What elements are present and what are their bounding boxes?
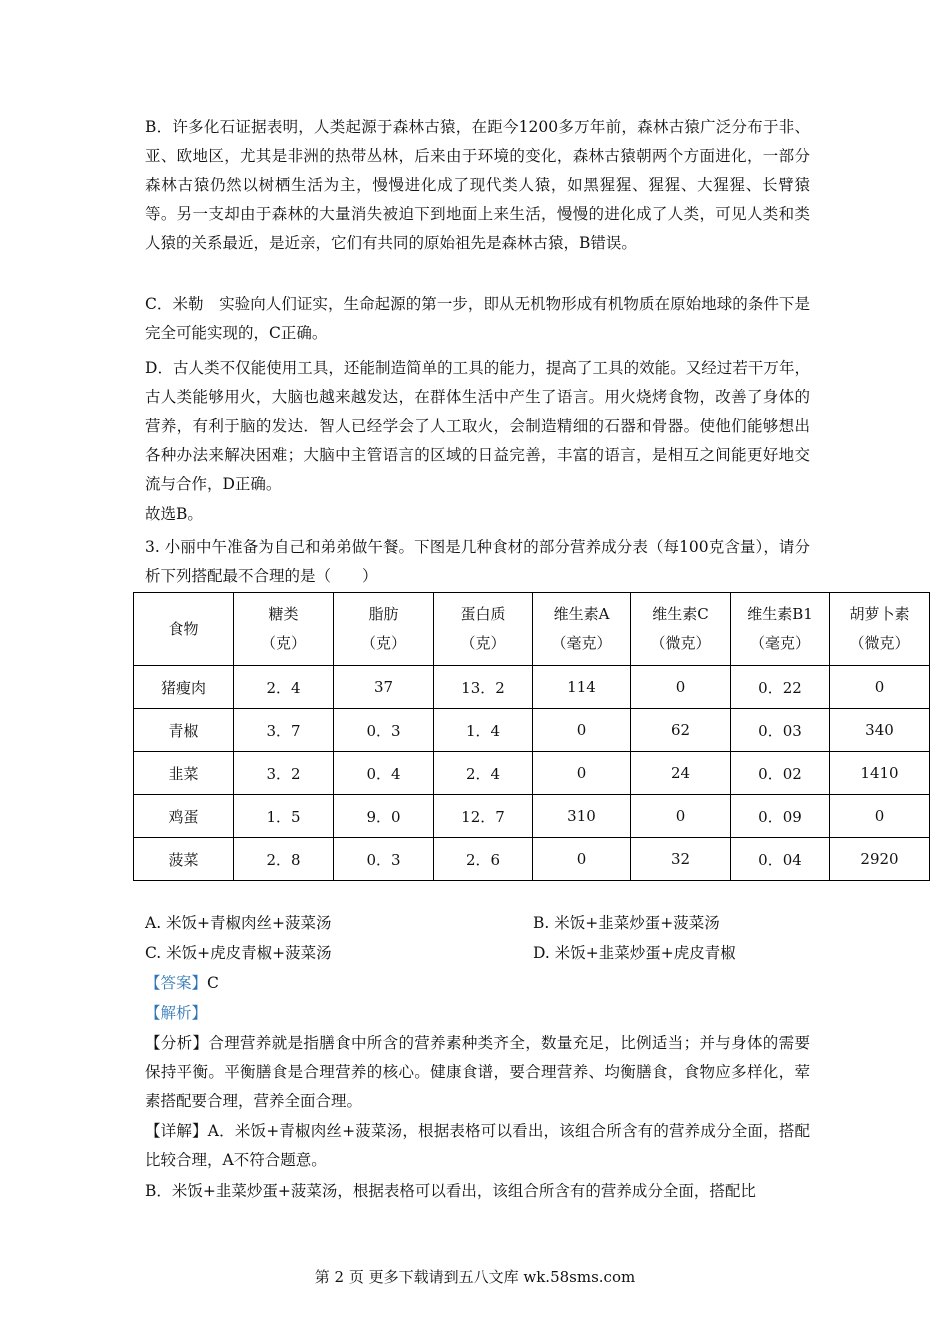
table-row	[134, 838, 930, 881]
table-cell: 0．4	[334, 752, 434, 795]
option-c: C. 米饭+虎皮青椒+菠菜汤	[145, 944, 332, 962]
header-carotene: 胡萝卜素 （微克）	[830, 593, 930, 666]
table-cell: 114	[533, 666, 631, 709]
table-cell: 62	[631, 709, 731, 752]
fenxi-text: 合理营养就是指膳食中所含的营养素种类齐全，数量充足，比例适当；并与身体的需要保持平衡。平衡膳食是合理营养的核心。健康食谱，要合理营养、均衡膳食，食物应多样化，荤素搭配要合理，营养全面合理。	[145, 1034, 810, 1110]
header-protein: 蛋白质 （克）	[434, 593, 533, 666]
table-cell: 猪瘦肉	[134, 666, 234, 709]
nutrition-table	[133, 592, 930, 881]
table-cell: 0	[631, 795, 731, 838]
table-cell: 2．8	[234, 838, 334, 881]
table-cell: 2．4	[434, 752, 533, 795]
table-cell: 1．5	[234, 795, 334, 838]
xiangjie-a-text: A．米饭+青椒肉丝+菠菜汤，根据表格可以看出，该组合所含有的营养成分全面，搭配比较合理，A不符合题意。	[145, 1122, 810, 1169]
table-cell: 340	[830, 709, 930, 752]
analysis-fenxi	[145, 1029, 810, 1116]
table-cell: 3．2	[234, 752, 334, 795]
table-cell: 24	[631, 752, 731, 795]
header-fat: 脂肪 （克）	[334, 593, 434, 666]
question-3-stem: 3. 小丽中午准备为自己和弟弟做午餐。下图是几种食材的部分营养成分表（每100克含量），请分析下列搭配最不合理的是（ ）	[145, 538, 810, 585]
table-cell: 1．4	[434, 709, 533, 752]
option-d: D. 米饭+韭菜炒蛋+虎皮青椒	[533, 944, 736, 962]
table-cell: 0	[533, 838, 631, 881]
answer-label: 【答案】	[145, 974, 208, 992]
analysis-label: 【解析】	[145, 1004, 208, 1022]
table-cell: 0．3	[334, 838, 434, 881]
table-cell: 0．09	[731, 795, 830, 838]
header-vitamin-c: 维生素C （微克）	[631, 593, 731, 666]
table-cell: 3．7	[234, 709, 334, 752]
table-cell: 32	[631, 838, 731, 881]
table-cell: 13．2	[434, 666, 533, 709]
table-row	[134, 666, 930, 709]
table-cell: 青椒	[134, 709, 234, 752]
header-sugar: 糖类 （克）	[234, 593, 334, 666]
table-header-row	[134, 593, 930, 666]
table-cell: 0．04	[731, 838, 830, 881]
table-cell: 2．4	[234, 666, 334, 709]
table-cell: 鸡蛋	[134, 795, 234, 838]
answer-line	[145, 969, 219, 998]
table-cell: 2920	[830, 838, 930, 881]
table-cell: 0	[533, 709, 631, 752]
analysis-xiangjie-a	[145, 1117, 810, 1175]
option-c-explanation: C．米勒 实验向人们证实，生命起源的第一步，即从无机物形成有机物质在原始地球的条件下是完全可能实现的，C正确。	[145, 295, 810, 342]
option-d-explanation: D．古人类不仅能使用工具，还能制造简单的工具的能力，提高了工具的效能。又经过若干万年，古人类能够用火，大脑也越来越发达，在群体生活中产生了语言。用火烧烤食物，改善了身体的营养，有利于脑的发达．智人已经学会了人工取火，会制造精细的石器和骨器。使他们能够想出各种办法来解决困难；大脑中主管语言的区域的日益完善，丰富的语言，是相互之间能更好地交流与合作，D正确。	[145, 359, 810, 493]
table-cell: 2．6	[434, 838, 533, 881]
fenxi-label: 【分析】	[145, 1034, 209, 1052]
table-cell: 菠菜	[134, 838, 234, 881]
table-cell: 12．7	[434, 795, 533, 838]
table-cell: 0．3	[334, 709, 434, 752]
table-row	[134, 709, 930, 752]
option-b-explanation: B．许多化石证据表明，人类起源于森林古猿，在距今1200多万年前，森林古猿广泛分布于非、亚、欧地区，尤其是非洲的热带丛林，后来由于环境的变化，森林古猿朝两个方面进化，一部分森林古猿仍然以树栖生活为主，慢慢进化成了现代类人猿，如黑猩猩、猩猩、大猩猩、长臂猿等。另一支却由于森林的大量消失被迫下到地面上来生活，慢慢的进化成了人类，可见人类和类人猿的关系最近，是近亲，它们有共同的原始祖先是森林古猿，B错误。	[145, 118, 810, 252]
choose-answer-text: 故选B。	[145, 505, 203, 523]
table-cell: 9．0	[334, 795, 434, 838]
page-footer: 第 2 页 更多下载请到五八文库 wk.58sms.com	[314, 1268, 636, 1286]
table-cell: 310	[533, 795, 631, 838]
option-b: B. 米饭+韭菜炒蛋+菠菜汤	[533, 914, 720, 932]
header-food: 食物	[134, 593, 234, 666]
table-row	[134, 795, 930, 838]
table-cell: 0	[830, 795, 930, 838]
table-cell: 0．22	[731, 666, 830, 709]
answer-value: C	[207, 974, 219, 992]
header-vitamin-a: 维生素A （毫克）	[533, 593, 631, 666]
table-cell: 0	[830, 666, 930, 709]
table-cell: 0	[631, 666, 731, 709]
table-cell: 韭菜	[134, 752, 234, 795]
analysis-xiangjie-b: B．米饭+韭菜炒蛋+菠菜汤，根据表格可以看出，该组合所含有的营养成分全面，搭配比	[145, 1182, 756, 1200]
xiangjie-label: 【详解】	[145, 1122, 208, 1140]
table-cell: 0．02	[731, 752, 830, 795]
table-row	[134, 752, 930, 795]
option-a: A. 米饭+青椒肉丝+菠菜汤	[145, 914, 332, 932]
table-cell: 1410	[830, 752, 930, 795]
table-cell: 0．03	[731, 709, 830, 752]
table-cell: 37	[334, 666, 434, 709]
table-cell: 0	[533, 752, 631, 795]
header-vitamin-b1: 维生素B1 （毫克）	[731, 593, 830, 666]
